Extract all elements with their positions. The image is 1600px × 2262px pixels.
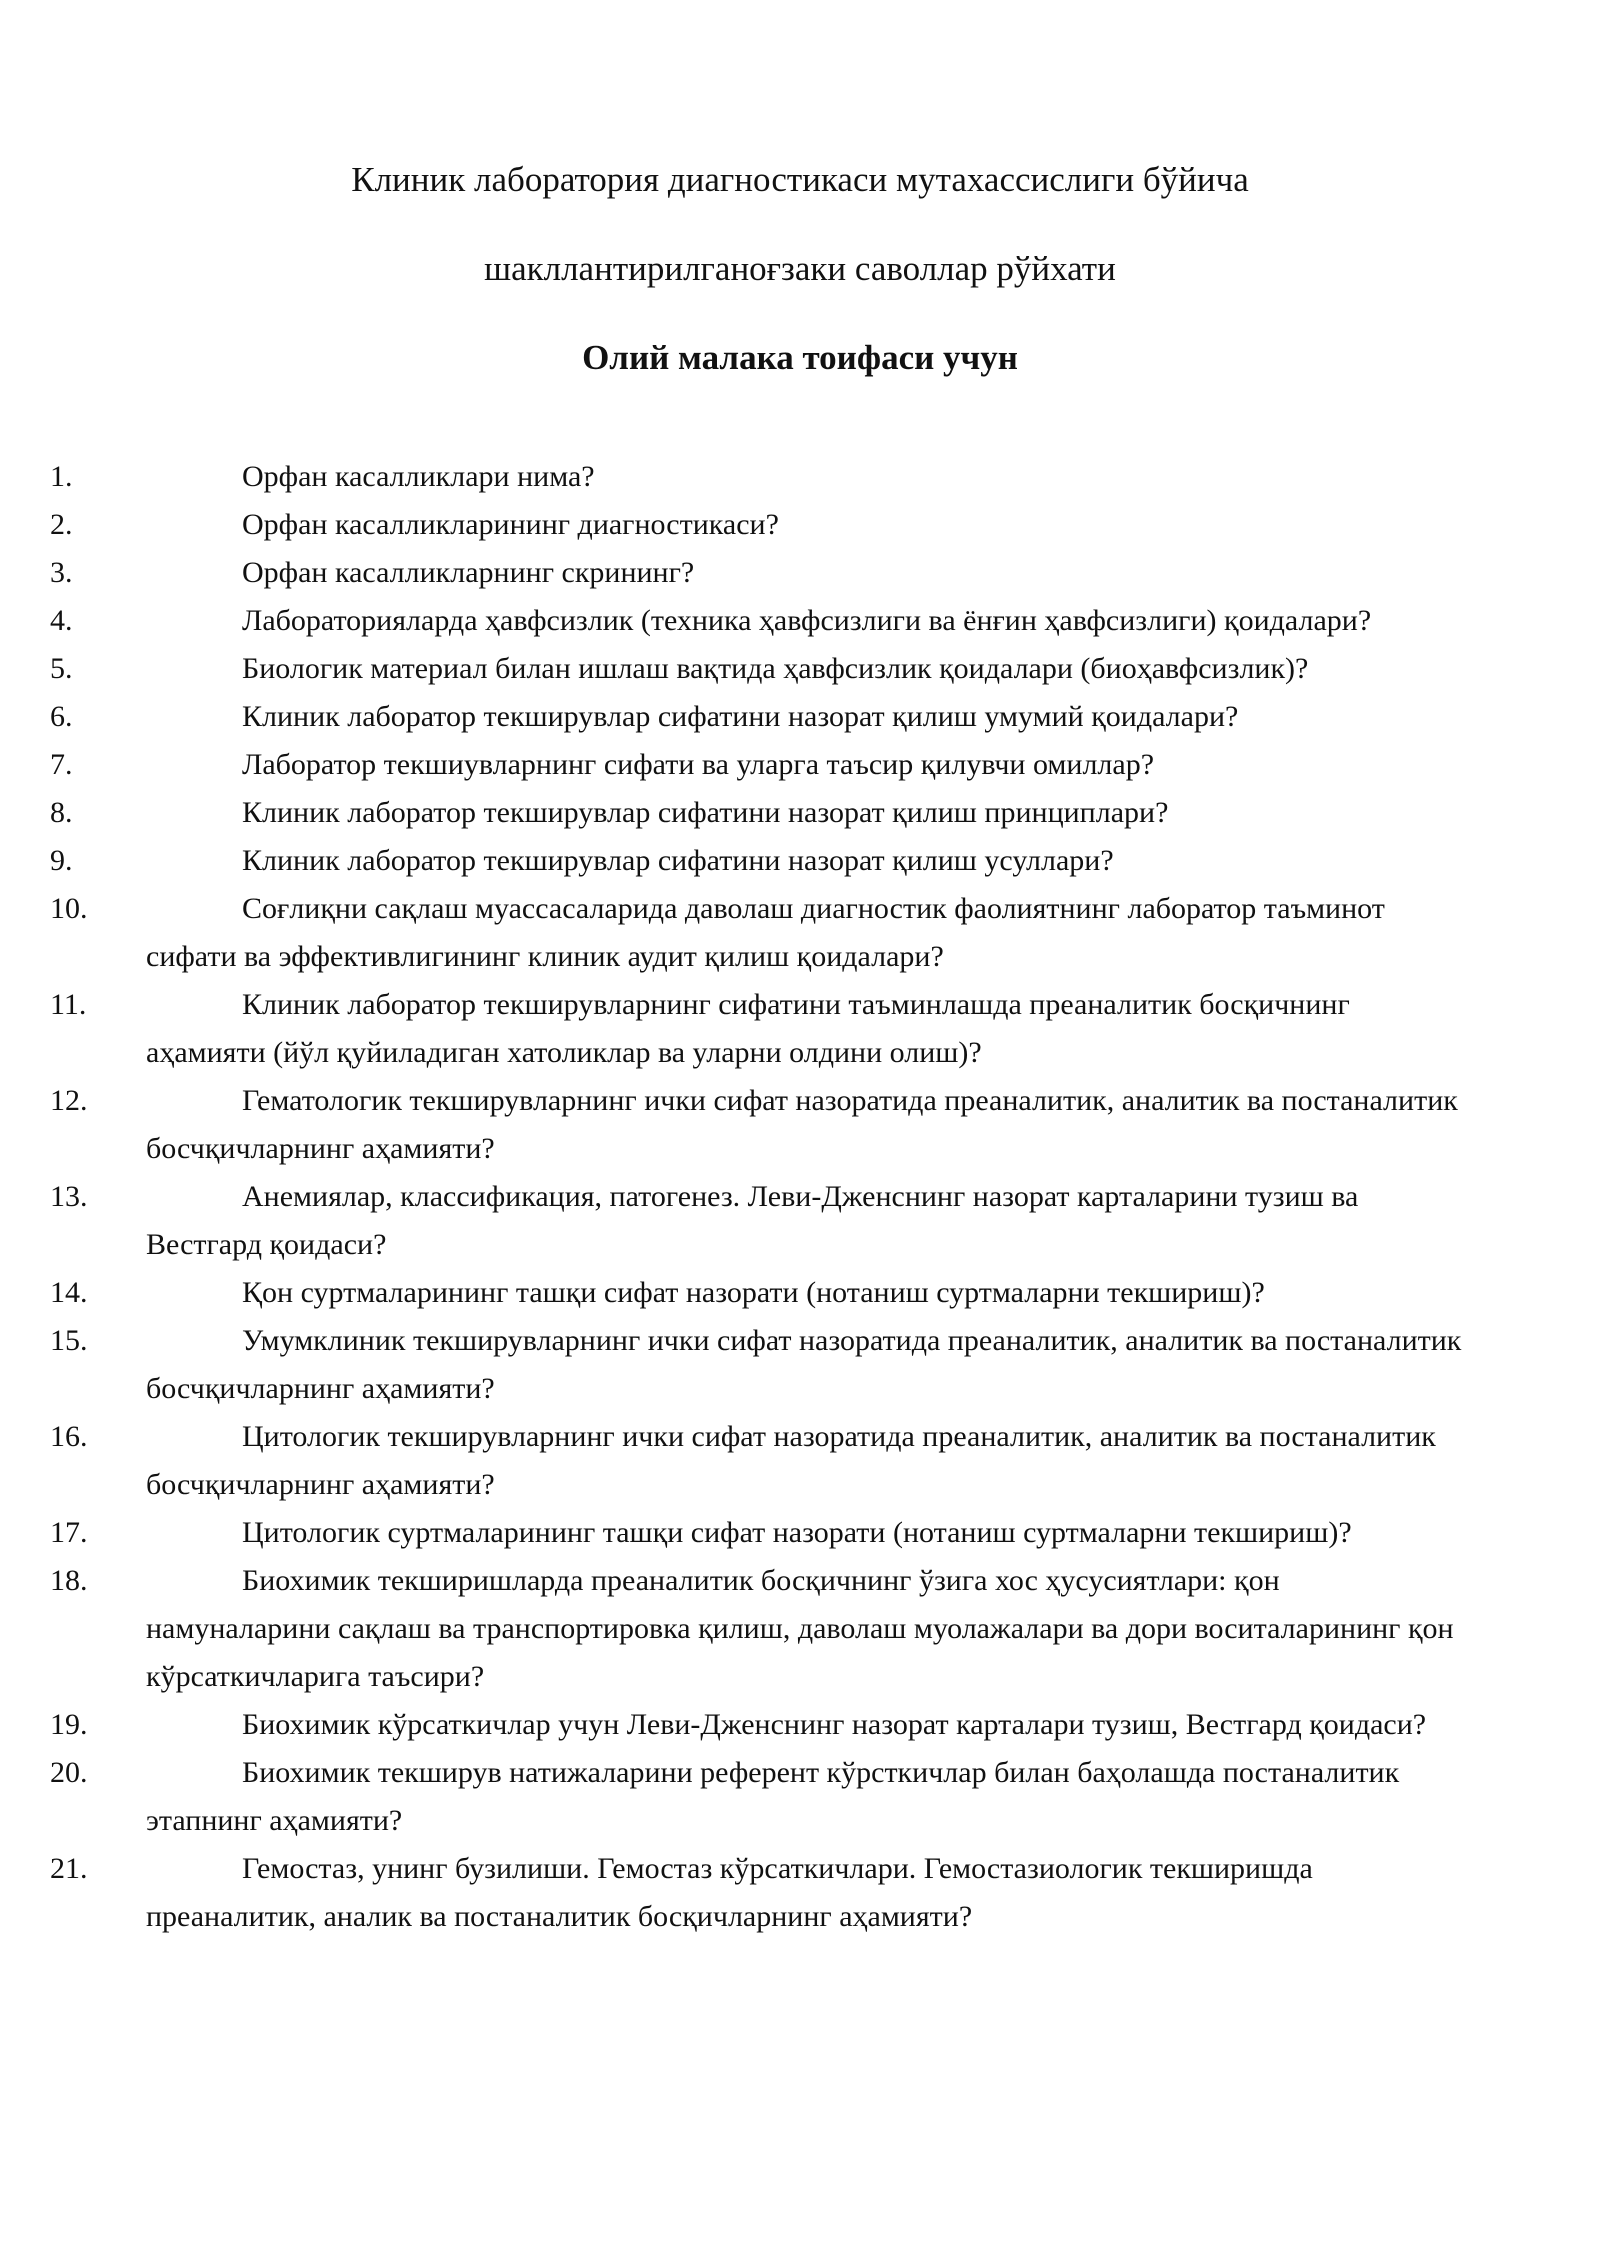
question-number: 12. — [50, 1084, 88, 1117]
question-number: 11. — [50, 988, 87, 1021]
question-number: 20. — [50, 1756, 88, 1789]
question-item — [50, 1845, 1462, 1941]
question-text: Цитологик текширувларнинг ички сифат назоратида преаналитик, аналитик ва постаналитик босчқичларнинг аҳамияти? — [146, 1420, 1436, 1501]
question-text: Гематологик текширувларнинг ички сифат назоратида преаналитик, аналитик ва постаналитик босчқичларнинг аҳамияти? — [146, 1084, 1458, 1165]
question-item — [50, 453, 1462, 501]
question-item — [50, 1749, 1462, 1845]
question-item — [50, 741, 1462, 789]
question-number: 14. — [50, 1276, 88, 1309]
question-text: Биохимик текширув натижаларини референт кўрсткичлар билан баҳолашда постаналитик этапнинг аҳамияти? — [146, 1756, 1400, 1837]
question-item — [50, 549, 1462, 597]
document-subtitle: Олий малака тоифаси учун — [582, 338, 1018, 377]
question-number: 13. — [50, 1180, 88, 1213]
question-text: Лаборатор текшиувларнинг сифати ва уларга таъсир қилувчи омиллар? — [242, 748, 1155, 781]
question-text: Гемостаз, унинг бузилиши. Гемостаз кўрсаткичлари. Гемостазиологик текширишда преаналитик, аналик ва постаналитик босқичларнинг аҳамияти? — [146, 1852, 1313, 1933]
question-number: 4. — [50, 604, 73, 637]
question-list — [50, 453, 1462, 1941]
question-item — [50, 1701, 1462, 1749]
question-text: Лабораторияларда ҳавфсизлик (техника ҳавфсизлиги ва ёнғин ҳавфсизлиги) қоидалари? — [242, 604, 1372, 637]
question-text: Соғлиқни сақлаш муассасаларида даволаш диагностик фаолиятнинг лаборатор таъминот сифати ва эффективлигининг клиник аудит қилиш қоидалари? — [146, 892, 1385, 973]
question-item — [50, 597, 1462, 645]
question-item — [50, 1557, 1462, 1701]
question-text: Орфан касалликларининг диагностикаси? — [242, 508, 779, 541]
question-text: Орфан касалликлари нима? — [242, 460, 595, 493]
question-text: Цитологик суртмаларининг ташқи сифат назорати (нотаниш суртмаларни текшириш)? — [242, 1516, 1352, 1549]
question-number: 18. — [50, 1564, 88, 1597]
question-text: Умумклиник текширувларнинг ички сифат назоратида преаналитик, аналитик ва постаналитик босчқичларнинг аҳамияти? — [146, 1324, 1462, 1405]
question-item — [50, 645, 1462, 693]
question-number: 15. — [50, 1324, 88, 1357]
question-text: Анемиялар, классификация, патогенез. Леви-Дженснинг назорат карталарини тузиш ва Вестгард қоидаси? — [146, 1180, 1359, 1261]
question-item — [50, 1509, 1462, 1557]
question-number: 21. — [50, 1852, 88, 1885]
question-text: Клиник лаборатор текширувлар сифатини назорат қилиш принциплари? — [242, 796, 1169, 829]
question-item — [50, 885, 1462, 981]
question-item — [50, 837, 1462, 885]
question-number: 6. — [50, 700, 73, 733]
question-text: Орфан касалликларнинг скрининг? — [242, 556, 695, 589]
document-title-line-1: Клиник лаборатория диагностикаси мутахассислиги бўйича — [351, 160, 1249, 199]
question-number: 3. — [50, 556, 73, 589]
question-number: 9. — [50, 844, 73, 877]
question-item — [50, 1269, 1462, 1317]
question-text: Қон суртмаларининг ташқи сифат назорати (нотаниш суртмаларни текшириш)? — [242, 1276, 1265, 1309]
question-item — [50, 789, 1462, 837]
question-number: 2. — [50, 508, 73, 541]
question-item — [50, 1413, 1462, 1509]
question-text: Биологик материал билан ишлаш вақтида ҳавфсизлик қоидалари (биоҳавфсизлик)? — [242, 652, 1309, 685]
question-number: 7. — [50, 748, 73, 781]
question-text: Биохимик текширишларда преаналитик босқичнинг ўзига хос ҳусусиятлари: қон намуналарини сақлаш ва транспортировка қилиш, даволаш муолажалари ва дори воситаларининг қон кўрсаткичларига таъсири? — [146, 1564, 1454, 1693]
question-number: 16. — [50, 1420, 88, 1453]
question-number: 10. — [50, 892, 88, 925]
question-text: Клиник лаборатор текширувлар сифатини назорат қилиш умумий қоидалари? — [242, 700, 1239, 733]
question-number: 8. — [50, 796, 73, 829]
question-text: Биохимик кўрсаткичлар учун Леви-Дженснинг назорат карталари тузиш, Вестгард қоидаси? — [242, 1708, 1427, 1741]
document-title-line-2: шакллантирилганоғзаки саволлар рўйхати — [484, 249, 1116, 288]
question-text: Клиник лаборатор текширувларнинг сифатини таъминлашда преаналитик босқичнинг аҳамияти (йўл қуйиладиган хатоликлар ва уларни олдини олиш)? — [146, 988, 1350, 1069]
question-item — [50, 1077, 1462, 1173]
question-number: 1. — [50, 460, 73, 493]
question-text: Клиник лаборатор текширувлар сифатини назорат қилиш усуллари? — [242, 844, 1114, 877]
question-item — [50, 693, 1462, 741]
question-number: 17. — [50, 1516, 88, 1549]
question-number: 19. — [50, 1708, 88, 1741]
question-item — [50, 501, 1462, 549]
question-item — [50, 981, 1462, 1077]
question-item — [50, 1317, 1462, 1413]
question-number: 5. — [50, 652, 73, 685]
question-item — [50, 1173, 1462, 1269]
